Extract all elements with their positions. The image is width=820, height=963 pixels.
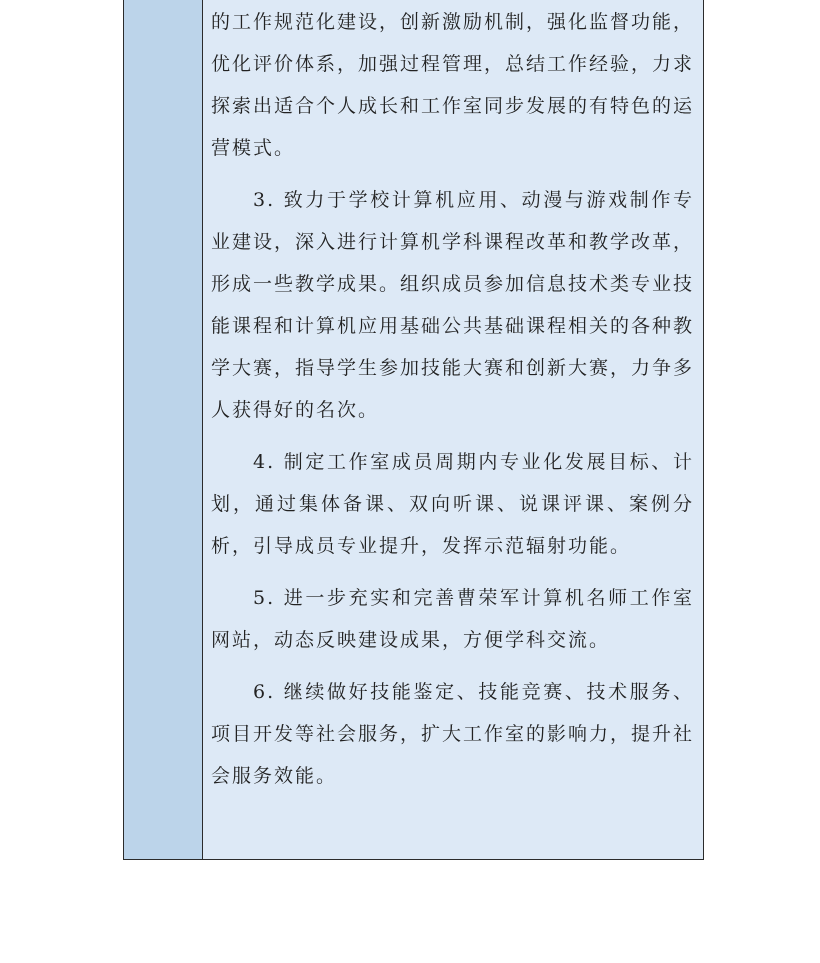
table-content-cell <box>203 0 703 859</box>
paragraph-continuation: 的工作规范化建设，创新激励机制，强化监督功能，优化评价体系，加强过程管理，总结工作经验，力求探索出适合个人成长和工作室同步发展的有特色的运营模式。 <box>211 11 695 159</box>
content-table <box>123 0 704 860</box>
paragraph-item-3: 3. 致力于学校计算机应用、动漫与游戏制作专业建设，深入进行计算机学科课程改革和教学改革，形成一些教学成果。组织成员参加信息技术类专业技能课程和计算机应用基础公共基础课程相关的各种教学大赛，指导学生参加技能大赛和创新大赛，力争多人获得好的名次。 <box>211 189 695 421</box>
paragraph-item-4: 4. 制定工作室成员周期内专业化发展目标、计划，通过集体备课、双向听课、说课评课、案例分析，引导成员专业提升，发挥示范辐射功能。 <box>211 451 694 557</box>
paragraph-item-6: 6. 继续做好技能鉴定、技能竞赛、技术服务、项目开发等社会服务，扩大工作室的影响力，提升社会服务效能。 <box>211 681 695 787</box>
table-label-column <box>124 0 203 859</box>
paragraph-item-5: 5. 进一步充实和完善曹荣军计算机名师工作室网站，动态反映建设成果，方便学科交流。 <box>211 587 694 651</box>
